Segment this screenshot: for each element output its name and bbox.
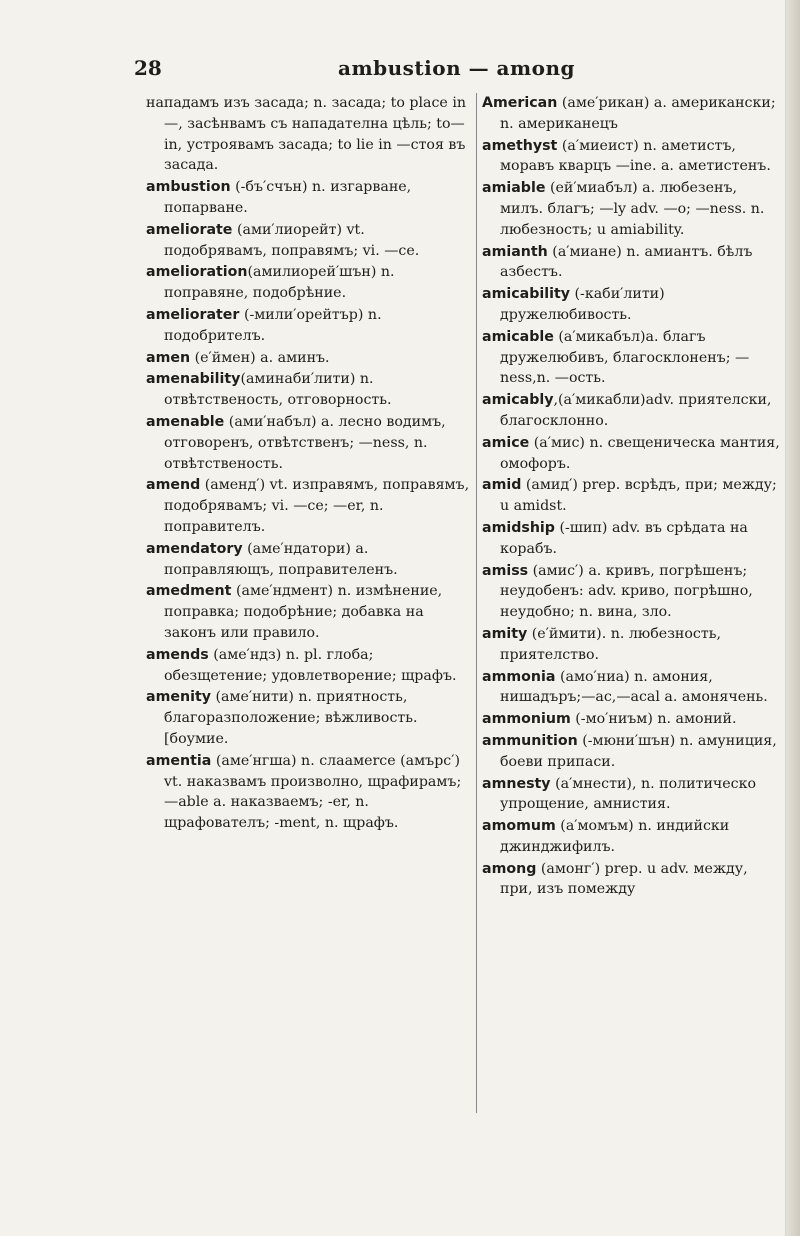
running-head: ambustion — among: [338, 56, 576, 80]
entry-definition: (аме′ндатори) a. поправляющъ, поправителенъ.: [164, 540, 398, 578]
entry-definition: (аме′нити) n. приятность, благоразположение; вѣжливость. [боумие.: [164, 689, 418, 747]
entry-definition: (амо′ниа) n. амония, нишадъръ;—ac,—acal a. амонячень.: [500, 668, 768, 706]
page-number: 28: [134, 56, 162, 80]
entry-headword: amen: [146, 349, 191, 366]
entry-headword: amicably: [482, 392, 554, 409]
entry-headword: amicability: [482, 286, 570, 303]
entry-definition: ,(а′микабли)adv. приятелски, благосклонно.: [500, 392, 772, 429]
dictionary-entry: [146, 539, 472, 581]
dictionary-entry: [482, 774, 782, 816]
entry-definition: (а′миане) n. амиантъ. бѣлъ азбестъ.: [500, 243, 753, 281]
dictionary-entry: [146, 751, 472, 834]
entry-headword: ammunition: [482, 732, 578, 749]
entry-definition: (-бъ′счън) n. изгарване, попарване.: [164, 179, 412, 216]
dictionary-entry: [482, 284, 782, 326]
entry-headword: amendatory: [146, 540, 243, 557]
page-edge: [786, 0, 800, 1236]
entry-definition: (ами′набъл) a. лесно водимъ, отговоренъ, отвѣтственъ; —ness, n. отвѣтственость.: [164, 413, 446, 472]
dictionary-entry: [482, 518, 782, 560]
entry-headword: ameliorate: [146, 221, 233, 238]
entry-definition: (а′момъм) n. индийски джинджифилъ.: [500, 818, 730, 855]
entry-definition: (аме′рикан) a. американски; n. американецъ: [500, 95, 776, 132]
dictionary-entry: [482, 390, 782, 432]
dictionary-entry: [146, 369, 472, 411]
entry-headword: amentia: [146, 752, 212, 769]
entry-headword: ammonium: [482, 711, 571, 728]
entry-headword: amicable: [482, 328, 554, 345]
dictionary-entry: [482, 242, 782, 284]
dictionary-entry: [146, 412, 472, 474]
entry-definition: (-каби′лити) дружелюбивость.: [500, 286, 665, 323]
entry-headword: amend: [146, 477, 201, 494]
entry-headword: ammonia: [482, 668, 556, 685]
dictionary-entry: [146, 348, 472, 369]
entry-definition: (амонг′) prep. u adv. между, при, изъ помежду: [500, 860, 748, 898]
dictionary-entry: [482, 859, 782, 901]
page-header: [0, 56, 800, 88]
entry-definition: (амис′) a. кривъ, погрѣшенъ; неудобенъ: adv. криво, погрѣшно, неудобно; n. вина, зло.: [500, 562, 753, 621]
dictionary-entry: [146, 581, 472, 643]
dictionary-entry: [482, 624, 782, 666]
entry-definition: (ей′миабъл) a. любезенъ, милъ. благъ; —ly adv. —o; —ness. n. любезность; u amiability.: [500, 180, 765, 238]
entry-definition: (-мо′ниъм) n. амоний.: [570, 711, 737, 728]
entry-headword: amethyst: [482, 137, 558, 154]
entry-headword: amenity: [146, 689, 211, 706]
dictionary-entry: [482, 475, 782, 517]
entry-headword: amends: [146, 646, 209, 663]
entry-definition: (-мили′орейтър) n. подобрителъ.: [164, 306, 382, 344]
entry-headword: amelioration: [146, 264, 248, 281]
dictionary-entry: [482, 561, 782, 623]
entry-headword: amice: [482, 434, 530, 451]
entry-headword: amidship: [482, 519, 555, 536]
dictionary-entry: [146, 93, 472, 176]
entry-headword: amenable: [146, 413, 225, 430]
entry-definition: (амилиорей′шън) n. поправяне, подобрѣние.: [164, 264, 395, 302]
dictionary-entry: [146, 177, 472, 219]
entry-headword: amnesty: [482, 775, 551, 792]
dictionary-entry: [146, 220, 472, 262]
dictionary-entry: [482, 731, 782, 773]
entry-headword: amianth: [482, 243, 548, 260]
dictionary-entry: [482, 667, 782, 709]
dictionary-entry: [146, 262, 472, 304]
dictionary-entry: [482, 709, 782, 730]
entry-headword: ameliorater: [146, 306, 240, 323]
entry-definition: (аминаби′лити) n. отвѣтственость, отговорность.: [164, 371, 392, 409]
dictionary-entry: [146, 305, 472, 347]
entry-definition: (-мюни′шън) n. амуниция, боеви припаси.: [500, 732, 777, 770]
dictionary-entry: [482, 327, 782, 389]
dictionary-entry: [146, 475, 472, 537]
left-column: [146, 93, 472, 835]
entry-definition: (а′микабъл)a. благъ дружелюбивъ, благосклоненъ; —ness,n. —ость.: [500, 328, 750, 387]
entry-definition: нападамъ изъ засада; n. засада; to place in—, засѣнвамъ съ нападателна цѣль; to— in, устроявамъ засада; to lie in —стоя въ засада.: [146, 95, 467, 174]
entry-headword: amiss: [482, 562, 529, 579]
entry-headword: American: [482, 95, 558, 111]
column-divider: [476, 93, 477, 1113]
entry-definition: (а′мнести), n. политическо упрощение, амнистия.: [500, 775, 757, 813]
entry-headword: amedment: [146, 583, 232, 600]
dictionary-entry: [482, 93, 782, 135]
entry-headword: amiable: [482, 180, 546, 197]
entry-headword: amomum: [482, 818, 556, 835]
dictionary-entry: [146, 687, 472, 749]
entry-definition: (аменд′) vt. изправямъ, поправямъ, подобрявамъ; vi. —се; —er, n. поправителъ.: [164, 477, 470, 535]
entry-headword: amenability: [146, 371, 241, 388]
entry-headword: ambustion: [146, 179, 231, 196]
dictionary-entry: [482, 136, 782, 178]
entry-definition: (а′мис) n. свещеническа мантия, омофоръ.: [500, 434, 780, 472]
entry-definition: (аме′ндмент) n. измѣнение, поправка; подобрѣние; добавка на законъ или правило.: [164, 583, 443, 641]
dictionary-entry: [146, 645, 472, 687]
dictionary-entry: [482, 816, 782, 858]
entry-definition: (а′миеист) n. аметистъ, моравъ кварцъ —ine. a. аметистенъ.: [500, 137, 771, 175]
entry-definition: (аме′ндз) n. pl. глоба; обезщетение; удовлетворение; щрафъ.: [164, 646, 457, 684]
entry-headword: amid: [482, 477, 522, 494]
right-column: [482, 93, 782, 901]
entry-definition: (ами′лиорейт) vt. подобрявамъ, поправямъ; vi. —се.: [164, 221, 420, 259]
entry-definition: (аме′нгша) n. слаамerce (амърс′) vt. наказвамъ произволно, щрафирамъ;—able a. наказваемъ; -er, n. щрафователъ; -ment, n. щрафъ.: [164, 752, 462, 832]
entry-definition: (амид′) prep. всрѣдъ, при; между; u amidst.: [500, 477, 777, 515]
entry-definition: (е′ймити). n. любезность, приятелство.: [500, 625, 721, 663]
entry-definition: (е′ймен) a. аминъ.: [190, 349, 330, 366]
entry-headword: among: [482, 860, 537, 877]
entry-headword: amity: [482, 625, 528, 642]
dictionary-entry: [482, 178, 782, 240]
dictionary-entry: [482, 433, 782, 475]
entry-definition: (-шип) adv. въ срѣдата на корабъ.: [500, 519, 748, 557]
